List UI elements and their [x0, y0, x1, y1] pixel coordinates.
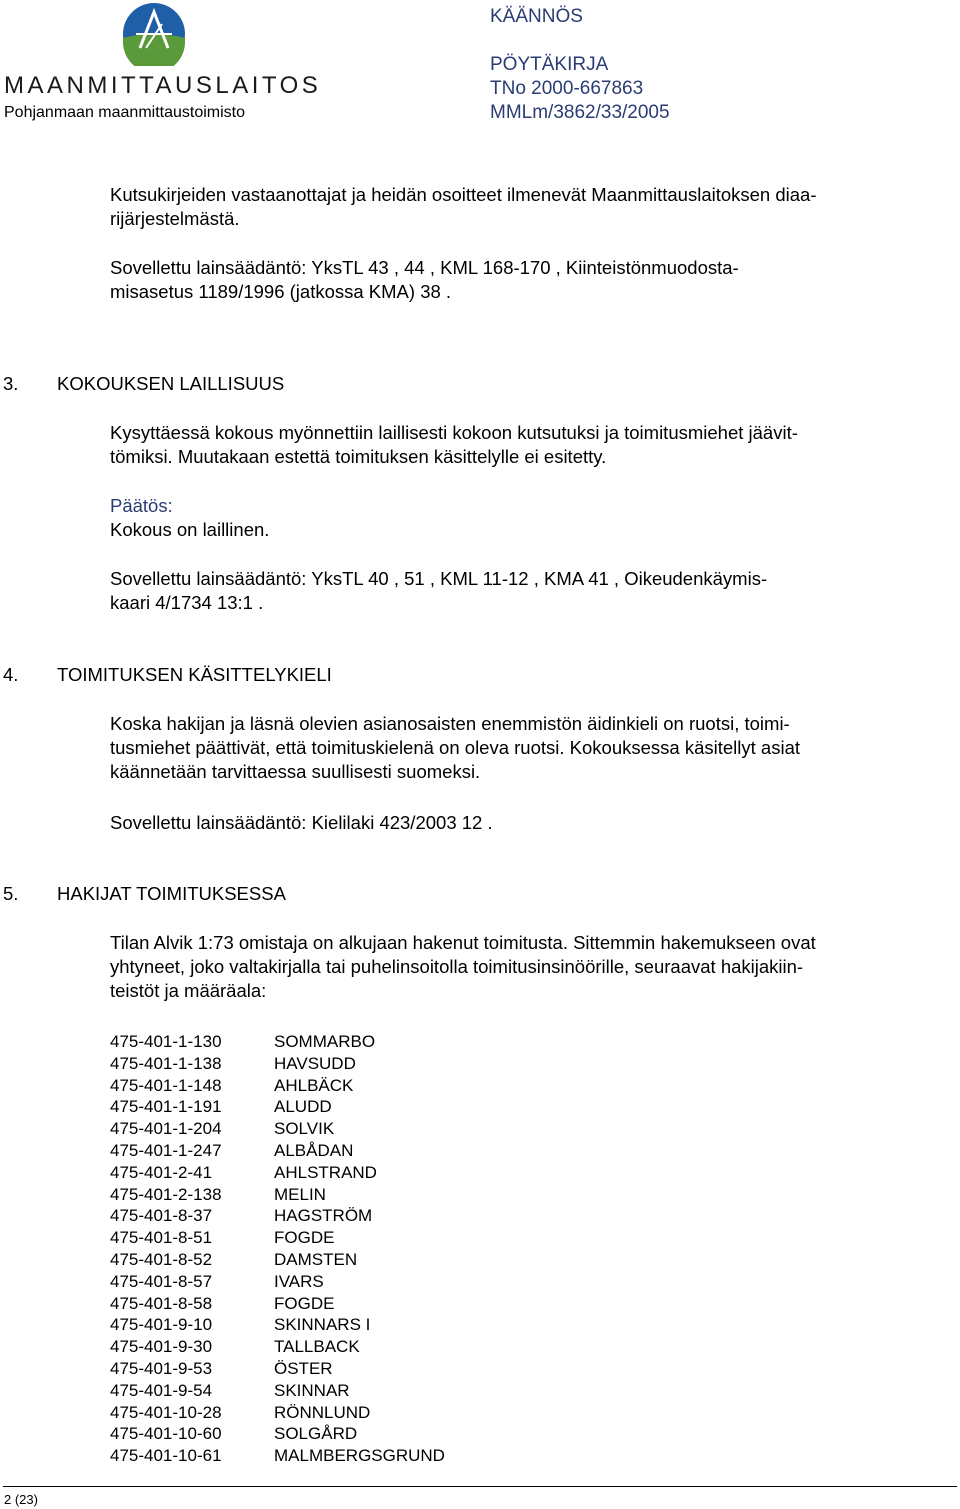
- property-name: SKINNARS I: [274, 1315, 371, 1335]
- section-5-text-line-3: teistöt ja määräala:: [110, 980, 267, 1001]
- list-item: [110, 1249, 445, 1271]
- decision-label: Päätös:: [110, 495, 173, 516]
- list-item: [110, 1380, 445, 1402]
- page-number: 2 (23): [4, 1492, 38, 1507]
- organization-office: Pohjanmaan maanmittaustoimisto: [4, 104, 246, 121]
- list-item: [110, 1271, 445, 1293]
- property-name: RÖNNLUND: [274, 1402, 371, 1422]
- list-item: [110, 1118, 445, 1140]
- property-name: ALUDD: [274, 1097, 332, 1117]
- property-name: MELIN: [274, 1184, 326, 1204]
- section-5-title: HAKIJAT TOIMITUKSESSA: [57, 883, 286, 904]
- section-4-law-line: Sovellettu lainsäädäntö: Kielilaki 423/2003 12 .: [110, 812, 493, 833]
- section-4-number: 4.: [3, 664, 19, 685]
- case-number: TNo 2000-667863: [490, 78, 644, 99]
- maanmittauslaitos-logo-icon: [122, 2, 186, 66]
- decision-text: Kokous on laillinen.: [110, 519, 270, 540]
- recipients-line-2: rijärjestelmästä.: [110, 208, 240, 229]
- property-name: AHLSTRAND: [274, 1162, 377, 1182]
- property-id: 475-401-1-148: [110, 1075, 222, 1095]
- section-5-number: 5.: [3, 883, 19, 904]
- property-id: 475-401-8-51: [110, 1228, 213, 1248]
- section-3-law-line-1: Sovellettu lainsäädäntö: YksTL 40 , 51 , KML 11-12 , KMA 41 , Oikeudenkäymis-: [110, 568, 768, 589]
- property-id: 475-401-1-204: [110, 1119, 222, 1139]
- property-id: 475-401-10-60: [110, 1424, 222, 1444]
- section-5-text-line-1: Tilan Alvik 1:73 omistaja on alkujaan hakenut toimitusta. Sittemmin hakemukseen ovat: [110, 932, 816, 953]
- section-3-law-line-2: kaari 4/1734 13:1 .: [110, 592, 264, 613]
- section-3-text-line-1: Kysyttäessä kokous myönnettiin laillisesti kokoon kutsutuksi ja toimitusmiehet jäävit-: [110, 422, 798, 443]
- list-item: [110, 1184, 445, 1206]
- list-item: [110, 1075, 445, 1097]
- list-item: [110, 1053, 445, 1075]
- property-id: 475-401-8-57: [110, 1271, 213, 1291]
- property-name: AHLBÄCK: [274, 1075, 354, 1095]
- list-item: [110, 1445, 445, 1467]
- list-item: [110, 1423, 445, 1445]
- property-name: IVARS: [274, 1271, 324, 1291]
- property-id: 475-401-9-53: [110, 1358, 213, 1378]
- property-id: 475-401-9-10: [110, 1315, 213, 1335]
- property-id: 475-401-2-41: [110, 1162, 213, 1182]
- applied-law-line-1: Sovellettu lainsäädäntö: YksTL 43 , 44 , KML 168-170 , Kiinteistönmuodosta-: [110, 257, 739, 278]
- property-id: 475-401-10-28: [110, 1402, 222, 1422]
- property-name: HAVSUDD: [274, 1053, 356, 1073]
- list-item: [110, 1336, 445, 1358]
- property-name: SOMMARBO: [274, 1032, 376, 1051]
- property-id: 475-401-1-138: [110, 1053, 222, 1073]
- property-name: SOLGÅRD: [274, 1424, 358, 1444]
- property-id: 475-401-10-61: [110, 1446, 222, 1466]
- section-4-text-line-2: tusmiehet päättivät, että toimituskielenä on oleva ruotsi. Kokouksessa käsitellyt asiat: [110, 737, 800, 758]
- property-id: 475-401-1-191: [110, 1097, 222, 1117]
- list-item: [110, 1402, 445, 1424]
- property-id: 475-401-8-58: [110, 1293, 213, 1313]
- section-3-text-line-2: tömiksi. Muutakaan estettä toimituksen käsittelylle ei esitetty.: [110, 446, 607, 467]
- list-item: [110, 1358, 445, 1380]
- list-item: [110, 1227, 445, 1249]
- property-id: 475-401-9-30: [110, 1337, 213, 1357]
- list-item: [110, 1140, 445, 1162]
- property-name: FOGDE: [274, 1293, 335, 1313]
- section-4-text-line-3: käännetään tarvittaessa suullisesti suomeksi.: [110, 761, 481, 782]
- property-name: SKINNAR: [274, 1380, 350, 1400]
- footer-divider: [3, 1486, 957, 1487]
- property-name: TALLBACK: [274, 1337, 360, 1357]
- organization-name: MAANMITTAUSLAITOS: [4, 72, 322, 99]
- list-item: [110, 1205, 445, 1227]
- document-type: PÖYTÄKIRJA: [490, 54, 609, 75]
- property-name: MALMBERGSGRUND: [274, 1446, 445, 1466]
- register-number: MMLm/3862/33/2005: [490, 102, 670, 123]
- list-item: [110, 1096, 445, 1118]
- property-name: ALBÅDAN: [274, 1140, 354, 1160]
- property-name: HAGSTRÖM: [274, 1206, 373, 1226]
- section-4-text-line-1: Koska hakijan ja läsnä olevien asianosaisten enemmistön äidinkieli on ruotsi, toimi-: [110, 713, 790, 734]
- property-id: 475-401-1-130: [110, 1032, 222, 1051]
- recipients-line-1: Kutsukirjeiden vastaanottajat ja heidän osoitteet ilmenevät Maanmittauslaitoksen diaa-: [110, 184, 817, 205]
- section-5-text-line-2: yhtyneet, joko valtakirjalla tai puhelinsoitolla toimitusinsinöörille, seuraavat hakijakiin-: [110, 956, 804, 977]
- property-id: 475-401-9-54: [110, 1380, 213, 1400]
- property-id: 475-401-2-138: [110, 1184, 222, 1204]
- list-item: [110, 1031, 445, 1053]
- property-name: FOGDE: [274, 1228, 335, 1248]
- property-list: [110, 1031, 445, 1467]
- property-name: SOLVIK: [274, 1119, 335, 1139]
- list-item: [110, 1162, 445, 1184]
- translation-label: KÄÄNNÖS: [490, 6, 583, 27]
- applied-law-line-2: misasetus 1189/1996 (jatkossa KMA) 38 .: [110, 281, 452, 302]
- property-id: 475-401-1-247: [110, 1140, 222, 1160]
- section-4-title: TOIMITUKSEN KÄSITTELYKIELI: [57, 664, 332, 685]
- property-id: 475-401-8-37: [110, 1206, 213, 1226]
- property-name: DAMSTEN: [274, 1249, 358, 1269]
- section-3-number: 3.: [3, 373, 19, 394]
- property-name: ÖSTER: [274, 1358, 333, 1378]
- property-id: 475-401-8-52: [110, 1249, 213, 1269]
- list-item: [110, 1293, 445, 1315]
- list-item: [110, 1314, 445, 1336]
- section-3-title: KOKOUKSEN LAILLISUUS: [57, 373, 285, 394]
